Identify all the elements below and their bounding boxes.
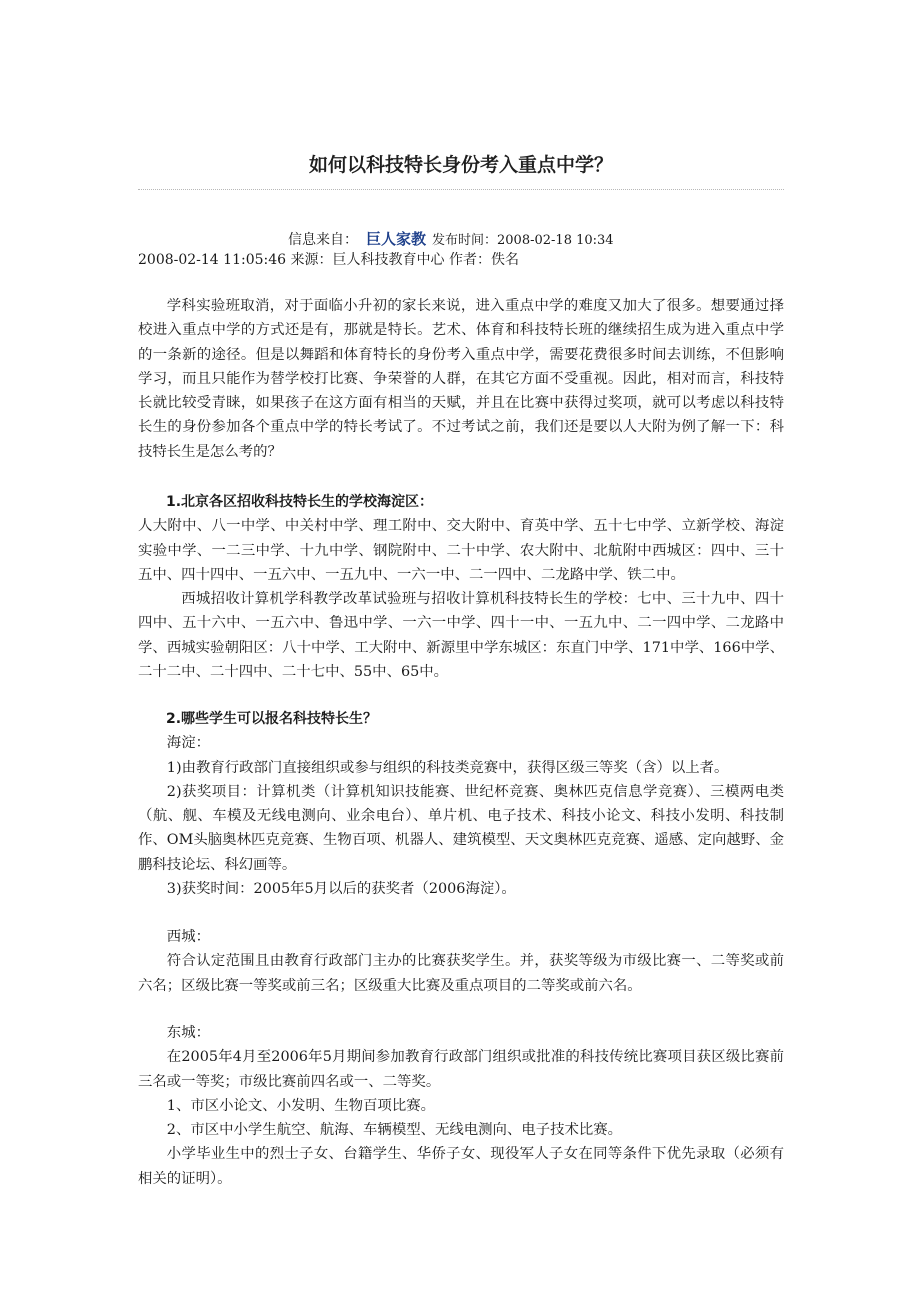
haidian-item: 1)由教育行政部门直接组织或参与组织的科技类竞赛中，获得区级三等奖（含）以上者。	[166, 759, 729, 776]
priority-text: 小学毕业生中的烈士子女、台籍学生、华侨子女、现役军人子女在同等条件下优先录取（必须有相关的证明）。	[138, 1146, 784, 1187]
section-1-paragraph: 人大附中、八一中学、中关村中学、理工附中、交大附中、育英中学、五十七中学、立新学校、海淀实验中学、一二三中学、十九中学、钢院附中、二十中学、农大附中、北航附中西城区：四中、三十五中、四十四中、一五六中、一五九中、一六一中、二一四中、二龙路中学、铁二中。	[138, 518, 784, 583]
publish-time: 发布时间：2008-02-18 10:34	[432, 233, 614, 248]
section-1-heading: 1.北京各区招收科技特长生的学校海淀区：	[166, 494, 434, 510]
page-title: 如何以科技特长身份考入重点中学？	[308, 154, 613, 176]
source-name: 巨人家教	[366, 230, 427, 248]
section-1-paragraph: 西城招收计算机学科教学改革试验班与招收计算机科技特长生的学校：七中、三十九中、四十四中、五十六中、一五六中、鲁迅中学、一六一中学、四十一中、一五九中、二一四中学、二龙路中学、西城实验朝阳区：八十中学、工大附中、新源里中学东城区：东直门中学、171中学、166中学、二十二中、二十四中、二十七中、55中、65中。	[138, 591, 784, 681]
section-2	[138, 707, 784, 901]
intro-block	[138, 294, 784, 464]
dongcheng-item: 1、市区小论文、小发明、生物百项比赛。	[166, 1097, 435, 1114]
section-2-heading: 2.哪些学生可以报名科技特长生？	[166, 711, 378, 727]
xicheng-text: 符合认定范围且由教育行政部门主办的比赛获奖学生。并，获奖等级为市级比赛一、二等奖或前六名；区级比赛一等奖或前三名；区级重大比赛及重点项目的二等奖或前六名。	[138, 953, 784, 994]
title-divider	[138, 189, 784, 190]
xicheng-label: 西城：	[166, 929, 210, 945]
intro-paragraph: 学科实验班取消，对于面临小升初的家长来说，进入重点中学的难度又加大了很多。想要通过择校进入重点中学的方式还是有，那就是特长。艺术、体育和科技特长班的继续招生成为进入重点中学的一条新的途径。但是以舞蹈和体育特长的身份考入重点中学，需要花费很多时间去训练，不但影响学习，而且只能作为替学校打比赛、争荣誉的人群，在其它方面不受重视。因此，相对而言，科技特长就比较受青睐，如果孩子在这方面有相当的天赋，并且在比赛中获得过奖项，就可以考虑以科技特长生的身份参加各个重点中学的特长考试了。不过考试之前，我们还是要以人大附为例了解一下：科技特长生是怎么考的？	[138, 298, 784, 460]
haidian-item: 3)获奖时间：2005年5月以后的获奖者（2006海淀）。	[166, 881, 516, 898]
section-1	[138, 490, 784, 684]
dongcheng-item: 2、市区中小学生航空、航海、车辆模型、无线电测向、电子技术比赛。	[166, 1122, 623, 1139]
info-label: 信息来自：	[288, 232, 358, 248]
haidian-item: 2)获奖项目：计算机类（计算机知识技能赛、世纪杯竞赛、奥林匹克信息学竞赛）、三模两电类（航、舰、车模及无线电测向、业余电台）、单片机、电子技术、科技小论文、科技小发明、科技制作、OM头脑奥林匹克竞赛、生物百项、机器人、建筑模型、天文奥林匹克竞赛、遥感、定向越野、金鹏科技论坛、科幻画等。	[138, 783, 784, 873]
dongcheng-block	[138, 1021, 784, 1191]
haidian-label: 海淀：	[166, 735, 210, 752]
dongcheng-label: 东城：	[166, 1025, 210, 1041]
dongcheng-text: 在2005年4月至2006年5月期间参加教育行政部门组织或批准的科技传统比赛项目获区级比赛前三名或一等奖；市级比赛前四名或一、二等奖。	[138, 1049, 784, 1090]
meta-line: 2008-02-14 11:05:46 来源：巨人科技教育中心 作者：佚名	[138, 252, 519, 268]
xicheng-block	[138, 925, 784, 998]
